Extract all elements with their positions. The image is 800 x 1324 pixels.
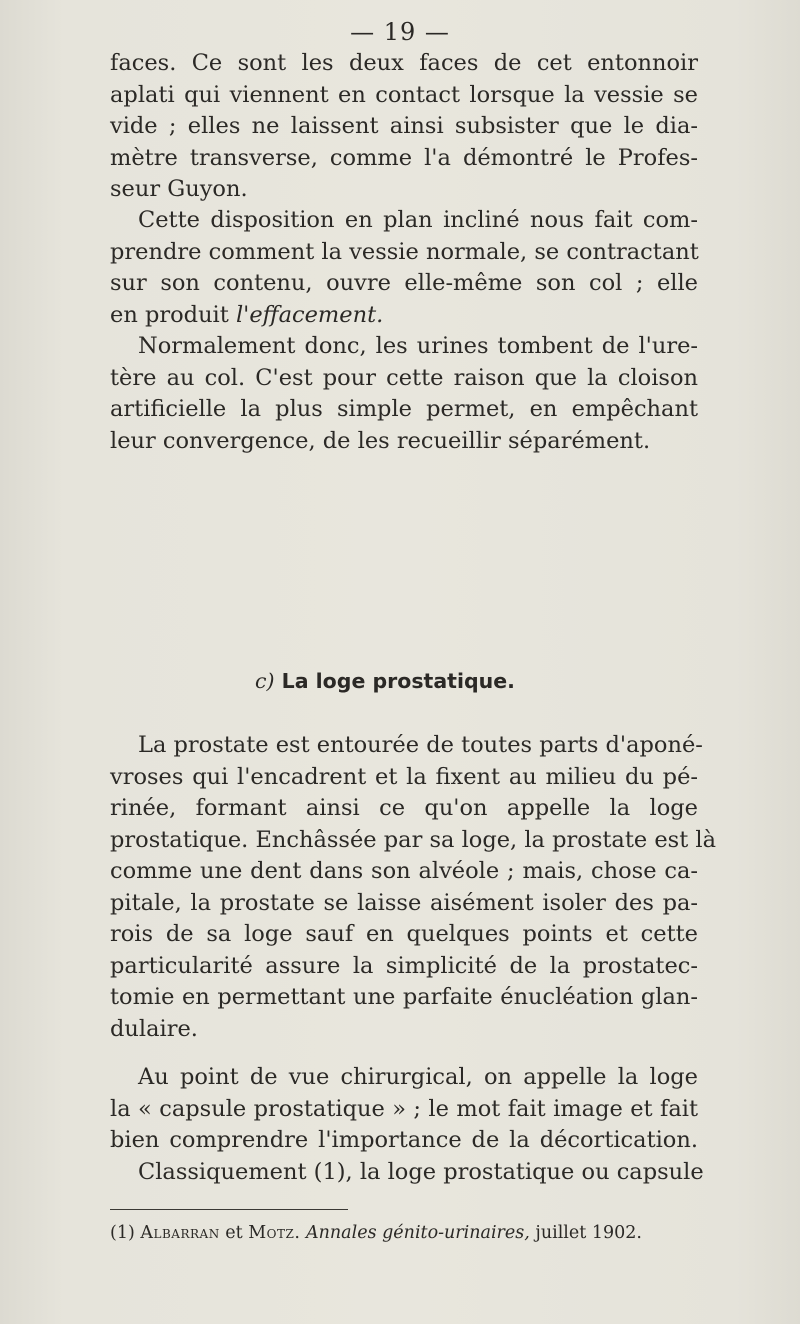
text-line: sur son contenu, ouvre elle-même son col ; elle xyxy=(110,270,698,296)
text-line: prostatique. Enchâssée par sa loge, la prostate est là xyxy=(110,826,717,853)
text-line: mètre transverse, comme l'a démontré le Profes- xyxy=(110,144,698,171)
text-fragment: en produit xyxy=(110,301,236,328)
text-line: Normalement donc, les urines tombent de l'ure- xyxy=(138,333,698,359)
text-line: vide ; elles ne laissent ainsi subsister que le dia- xyxy=(110,113,698,139)
text-line: La prostate est entourée de toutes parts d'aponé- xyxy=(138,732,703,758)
section-heading xyxy=(255,669,515,693)
footnote-divider xyxy=(110,1209,348,1210)
text-line: artificielle la plus simple permet, en empêchant xyxy=(110,396,698,422)
text-line: prendre comment la vessie normale, se contractant xyxy=(110,238,699,265)
text-line: Classiquement (1), la loge prostatique ou capsule xyxy=(138,1158,704,1185)
text-line: pitale, la prostate se laisse aisément isoler des pa- xyxy=(110,889,698,916)
text-line: tère au col. C'est pour cette raison que la cloison xyxy=(110,364,698,391)
text-line: seur Guyon. xyxy=(110,176,248,202)
text-line: tomie en permettant une parfaite énucléation glan- xyxy=(110,984,698,1010)
text-line: la « capsule prostatique » ; le mot fait image et fait xyxy=(110,1095,698,1122)
footnote-date: juillet 1902. xyxy=(535,1223,642,1243)
text-line: Au point de vue chirurgical, on appelle la loge xyxy=(138,1064,698,1090)
footnote xyxy=(110,1223,710,1243)
paragraph-disposition xyxy=(110,205,698,331)
paragraph-normalement xyxy=(110,331,698,457)
page-number: — 19 — xyxy=(350,18,450,46)
text-line xyxy=(110,300,698,332)
footnote-journal: Annales génito-urinaires, xyxy=(306,1223,530,1243)
text-line: leur convergence, de les recueillir séparément. xyxy=(110,427,651,454)
text-line: rinée, formant ainsi ce qu'on appelle la loge xyxy=(110,795,698,821)
text-line: comme une dent dans son alvéole ; mais, chose ca- xyxy=(110,858,698,884)
paragraph-prostate xyxy=(110,730,717,1045)
text-line: rois de sa loge sauf en quelques points et cette xyxy=(110,921,698,947)
emphasis-term: l'effacement. xyxy=(235,301,384,328)
footnote-connector: et xyxy=(225,1223,243,1243)
text-line: particularité assure la simplicité de la prostatec- xyxy=(110,952,698,979)
text-line: vroses qui l'encadrent et la fixent au milieu du pé- xyxy=(110,763,698,790)
section-label: c) xyxy=(255,669,275,693)
text-line: bien comprendre l'importance de la décortication. xyxy=(110,1127,698,1153)
paragraph-continuation xyxy=(110,48,698,206)
footnote-marker: (1) xyxy=(110,1223,135,1243)
section-title: La loge prostatique. xyxy=(281,669,515,693)
text-line: faces. Ce sont les deux faces de cet entonnoir xyxy=(110,50,698,76)
text-line: dulaire. xyxy=(110,1015,198,1042)
text-line: aplati qui viennent en contact lorsque la vessie se xyxy=(110,81,698,108)
text-line: Cette disposition en plan incliné nous fait com- xyxy=(138,207,698,233)
footnote-author: Albarran xyxy=(140,1223,220,1243)
footnote-coauthor: Motz. xyxy=(248,1223,301,1243)
paragraph-chirurgical xyxy=(110,1062,704,1188)
